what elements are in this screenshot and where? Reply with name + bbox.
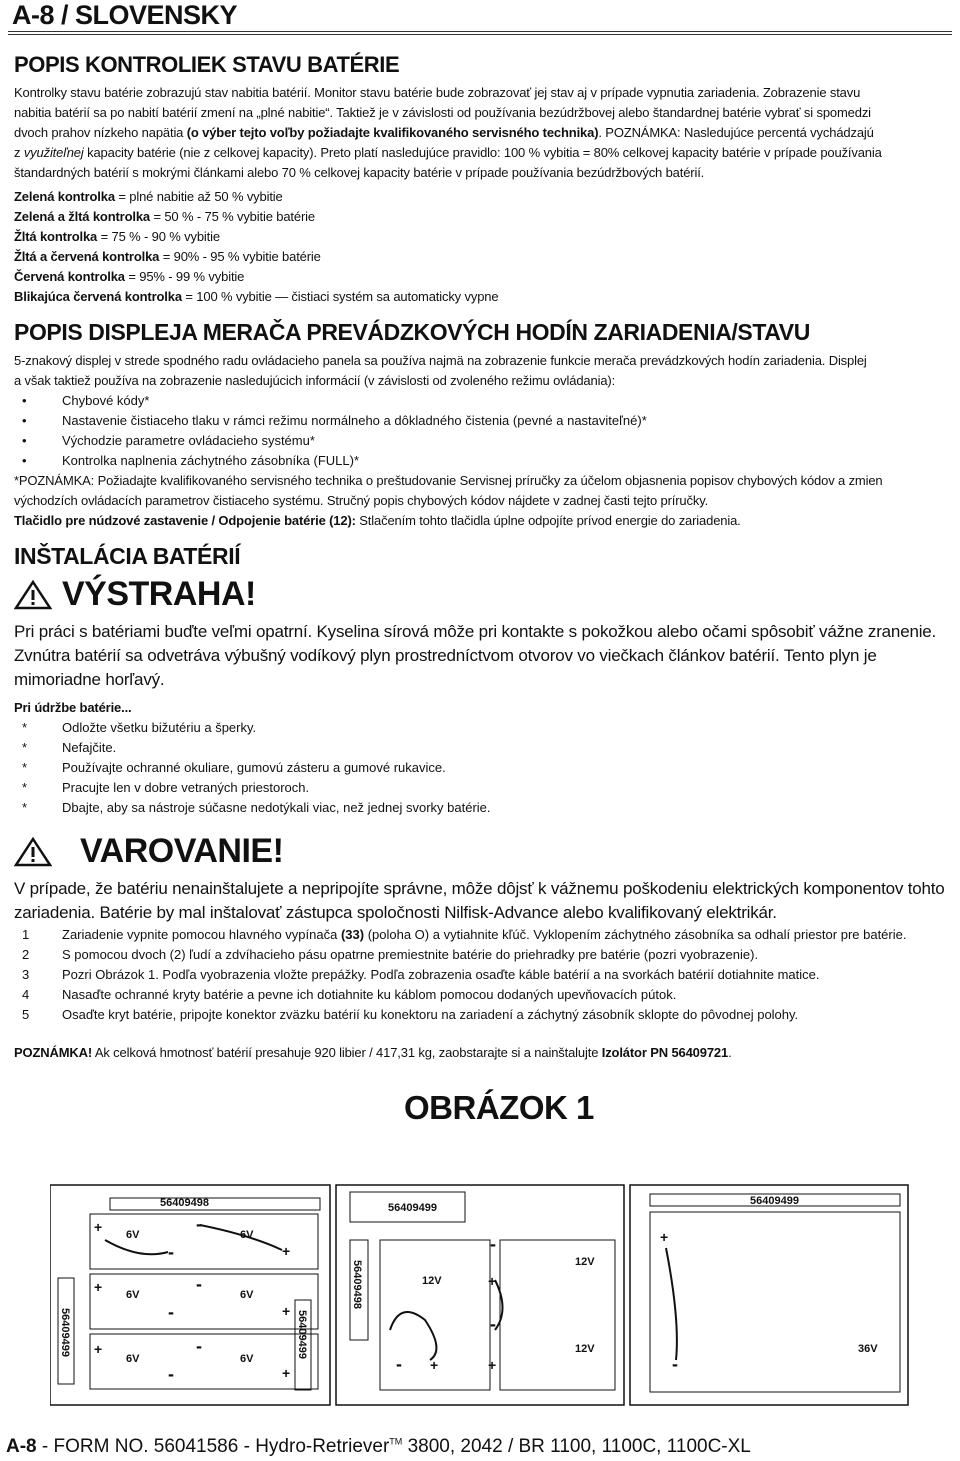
voltage-label: 6V [126,1289,140,1301]
isolator-note [14,1043,946,1063]
bullet-item [14,391,946,411]
terminal-minus: - [490,1314,496,1334]
cable [666,1248,677,1360]
maintenance-text: Nefajčite. [62,740,117,755]
level-label: Červená kontrolka [14,269,125,284]
asterisk-mark: * [22,740,28,755]
install-step [14,985,946,1005]
step-text: Nasaďte ochranné kryty batérie a pevne ich dotiahnite ku káblom pomocou dodaných upevňovacích pútok. [62,987,677,1002]
note-end: . [728,1045,732,1060]
battery-6v-pair [90,1274,318,1329]
maintenance-item [14,778,946,798]
level-text: = 90% - 95 % vybitie batérie [159,249,321,264]
step-number: 5 [22,1007,30,1022]
bullet-mark: • [22,433,27,448]
terminal-plus: + [660,1229,669,1245]
battery-top-1 [110,1198,320,1210]
level-label: Zelená kontrolka [14,189,115,204]
maintenance-item [14,758,946,778]
indicator-levels-list [14,187,946,307]
paragraph-line: nabitia batérií sa po nabití batérií zmení na „plné nabitie“. Taktiež je v závislosti od používania bezúdržbovej alebo štandardnej batérie vybrať si spomedzi [14,105,871,120]
footer-page-number: A-8 [6,1436,37,1457]
warning-text-line: Pri práci s batériami buďte veľmi opatrní. Kyselina sírová môže pri kontakte s pokožkou alebo očami spôsobiť vážne zranenie. [14,622,937,641]
cable [105,1240,168,1254]
terminal-plus: + [430,1357,439,1373]
caution-text-line: zariadenia. Batérie by mal inštalovať zástupca spoločnosti Nilfisk-Advance alebo kvalifikovaný elektrikár. [14,903,777,922]
caution-heading [14,832,946,871]
text-span: kapacity batérie (nie z celkovej kapacity). Preto platí nasledujúce pravidlo: 100 % vybitia = 80% celkovej kapacity batérie v prípade používania [83,145,882,160]
indicator-level [14,187,946,207]
terminal-minus: - [196,1214,202,1234]
asterisk-mark: * [22,760,28,775]
part-number-label: 56409499 [296,1310,308,1359]
caution-title: VAROVANIE! [80,832,284,870]
terminal-plus: + [488,1273,497,1289]
terminal-plus: + [282,1303,291,1319]
level-text: = 100 % vybitie — čistiaci systém sa automaticky vypne [181,289,499,304]
maintenance-item [14,798,946,818]
trademark-mark: TM [389,1436,403,1447]
page-footer [6,1436,751,1458]
bullet-item [14,451,946,471]
text-span: dvoch prahov nízkeho napätia [14,125,187,140]
warning-text-line: mimoriadne horľavý. [14,670,165,689]
maintenance-item [14,718,946,738]
indicator-level [14,207,946,227]
cable [390,1312,436,1360]
level-label: Blikajúca červená kontrolka [14,289,182,304]
voltage-label: 12V [422,1275,442,1287]
part-number-label: 56409498 [160,1197,209,1209]
bullet-mark: • [22,393,27,408]
paragraph-line [14,123,946,143]
stop-text: Stlačením tohto tlačidla úplne odpojíte prívod energie do zariadenia. [355,513,741,528]
install-step [14,925,946,945]
level-label: Žltá kontrolka [14,229,98,244]
voltage-label: 6V [240,1229,254,1241]
bullet-text: Kontrolka naplnenia záchytného zásobníka (FULL)* [62,453,360,468]
indicator-level [14,247,946,267]
maintenance-title [14,698,946,718]
figure-title: OBRÁZOK 1 [404,1089,594,1126]
voltage-label: 12V [575,1256,595,1268]
terminal-plus: + [282,1243,291,1259]
bold-text: (o výber tejto voľby požiadajte kvalifikovaného servisného technika) [186,125,599,140]
step-text: Zariadenie vypnite pomocou hlavného vypínača [62,927,341,942]
page-header-title: A-8 / SLOVENSKY [12,0,238,30]
terminal-minus: - [168,1242,174,1262]
step-number: 2 [22,947,30,962]
bullet-item [14,431,946,451]
header-rule [8,31,952,35]
level-label: Zelená a žltá kontrolka [14,209,150,224]
part-number-label: 56409498 [351,1260,363,1309]
terminal-minus: - [196,1336,202,1356]
paragraph-line: štandardných batérií s mokrými článkami alebo 70 % celkovej kapacity batérie v prípade používania bezúdržbových batérií. [14,165,705,180]
asterisk-mark: * [22,720,28,735]
battery-36v-pack [650,1212,900,1392]
step-text: S pomocou dvoch (2) ľudí a zdvíhacieho pásu opatrne premiestnite batérie do priehradky pre batérie (pozri vyobrazenie). [62,947,759,962]
asterisk-mark: * [22,780,28,795]
paragraph-line [14,143,946,163]
voltage-label: 12V [575,1343,595,1355]
bullet-text: Východzie parametre ovládacieho systému* [62,433,315,448]
section-title-install: INŠTALÁCIA BATÉRIÍ [14,543,241,569]
indicator-level [14,227,946,247]
battery-12v-b [500,1240,615,1390]
section-title-battery-indicators: POPIS KONTROLIEK STAVU BATÉRIE [14,52,400,77]
note-label: POZNÁMKA! [14,1045,93,1060]
warning-heading [14,575,946,614]
level-text: = plné nabitie až 50 % vybitie [114,189,283,204]
maintenance-text: Odložte všetku bižutériu a šperky. [62,720,257,735]
indicator-level [14,267,946,287]
level-label: Žltá a červená kontrolka [14,249,160,264]
install-step [14,945,946,965]
footer-text: - FORM NO. 56041586 - Hydro-Retriever [36,1436,390,1457]
warning-triangle-icon [14,580,52,610]
part-number-label: 56409499 [388,1202,437,1214]
paragraph-line: 5-znakový displej v strede spodného radu ovládacieho panela sa používa najmä na zobrazenie funkcie merača prevádzkových hodín zariadenia. Displej [14,353,867,368]
bullet-mark: • [22,413,27,428]
level-text: = 75 % - 90 % vybitie [97,229,220,244]
step-number: 4 [22,987,30,1002]
note-line: *POZNÁMKA: Požiadajte kvalifikovaného servisného technika o preštudovanie Servisnej príručky za účelom objasnenia popisov chybových kódov a zmien [14,473,883,488]
part-number-label: 56409499 [59,1308,71,1357]
terminal-minus: - [672,1354,678,1374]
maintenance-text: Pracujte len v dobre vetraných priestoroch. [62,780,310,795]
panel-2-frame [336,1185,624,1405]
warning-title: VÝSTRAHA! [62,575,256,613]
text-span: . POZNÁMKA: Nasledujúce percentá vychádzajú [598,125,874,140]
step-bold: (33) [340,927,365,942]
part-number-label: 56409499 [750,1195,799,1207]
terminal-plus: + [282,1365,291,1381]
step-text: Pozri Obrázok 1. Podľa vyobrazenia vložte prepážky. Podľa zobrazenia osaďte káble batérií a na svorkách batérií dotiahnite matice. [62,967,820,982]
terminal-minus: - [490,1234,496,1254]
bullet-text: Chybové kódy* [62,393,150,408]
note-line: východzích ovládacích parametrov čistiaceho systému. Stručný popis chybových kódov nájdete v zadnej časti tejto príručky. [14,493,709,508]
maintenance-item [14,738,946,758]
terminal-minus: - [168,1302,174,1322]
terminal-minus: - [396,1354,402,1374]
terminal-minus: - [168,1364,174,1384]
note-bold: Izolátor PN 56409721 [601,1045,729,1060]
emergency-stop-line [14,511,946,531]
voltage-label: 6V [240,1289,254,1301]
main-content [14,52,946,1063]
voltage-label: 6V [126,1353,140,1365]
install-step [14,1005,946,1025]
step-number: 3 [22,967,30,982]
italic-text: využiteľnej [23,145,84,160]
step-text: (poloha O) a vytiahnite kľúč. Vyklopením záchytného zásobníka sa odhalí priestor pre batérie. [364,927,907,942]
voltage-label: 6V [240,1353,254,1365]
paragraph-line: a však taktiež používa na zobrazenie nasledujúcich informácií (v závislosti od zvoleného režimu ovládania): [14,373,616,388]
stop-label: Tlačidlo pre núdzové zastavenie / Odpojenie batérie (12): [14,513,356,528]
text-span: z [14,145,24,160]
section-title-display: POPIS DISPLEJA MERAČA PREVÁDZKOVÝCH HODÍN ZARIADENIA/STAVU [14,319,810,345]
level-text: = 50 % - 75 % vybitie batérie [149,209,315,224]
bullet-item [14,411,946,431]
battery-layout-figure [50,1180,910,1410]
voltage-label: 36V [858,1343,878,1355]
terminal-plus: + [94,1219,103,1235]
step-number: 1 [22,927,30,942]
paragraph-line: Kontrolky stavu batérie zobrazujú stav nabitia batérií. Monitor stavu batérie bude zobrazovať jej stav aj v prípade vypnutia zariadenia. Zobrazenie stavu [14,85,861,100]
install-step [14,965,946,985]
voltage-label: 6V [126,1229,140,1241]
maintenance-title-text: Pri údržbe batérie... [14,700,132,715]
terminal-plus: + [488,1357,497,1373]
caution-text-line: V prípade, že batériu nenainštalujete a nepripojíte správne, môže dôjsť k vážnemu poškodeniu elektrických komponentov tohto [14,879,945,898]
asterisk-mark: * [22,800,28,815]
bullet-mark: • [22,453,27,468]
warning-text-line: Zvnútra batérií sa odvetráva výbušný vodíkový plyn prostredníctvom otvorov vo viečkach článkov batérií. Tento plyn je [14,646,877,665]
step-text: Osaďte kryt batérie, pripojte konektor zväzku batérií ku konektoru na zariadení a záchytný zásobník sklopte do pôvodnej polohy. [62,1007,799,1022]
terminal-plus: + [94,1279,103,1295]
battery-6v-pair [90,1214,318,1269]
bullet-text: Nastavenie čistiaceho tlaku v rámci režimu normálneho a dôkladného čistenia (pevné a nastaviteľné)* [62,413,647,428]
caution-triangle-icon [14,837,52,867]
note-text: Ak celková hmotnosť batérií presahuje 920 libier / 417,31 kg, zaobstarajte si a nainštalujte [92,1045,602,1060]
maintenance-text: Dbajte, aby sa nástroje súčasne nedotýkali viac, než jednej svorky batérie. [62,800,491,815]
maintenance-text: Používajte ochranné okuliare, gumovú zásteru a gumové rukavice. [62,760,446,775]
terminal-plus: + [94,1341,103,1357]
level-text: = 95% - 99 % vybitie [124,269,245,284]
indicator-level [14,287,946,307]
footer-text: 3800, 2042 / BR 1100, 1100C, 1100C-XL [402,1436,751,1457]
terminal-minus: - [196,1274,202,1294]
